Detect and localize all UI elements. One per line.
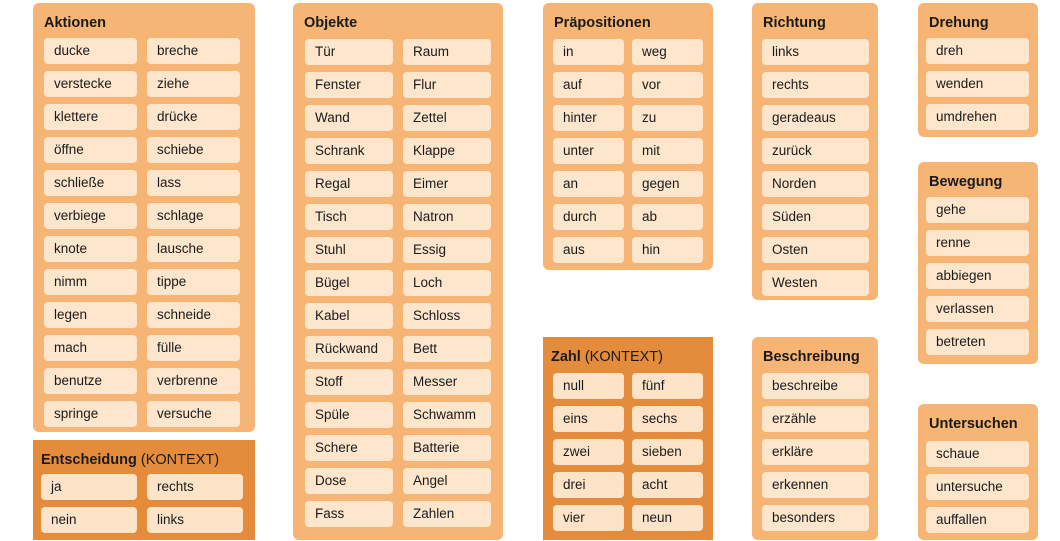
word-chip-objekte-1[interactable]: Raum	[403, 39, 491, 65]
word-chip-zahl-7[interactable]: acht	[632, 472, 703, 498]
word-chip-aktionen-9[interactable]: lass	[147, 170, 240, 196]
word-chip-objekte-22[interactable]: Spüle	[305, 402, 393, 428]
word-chip-aktionen-17[interactable]: schneide	[147, 302, 240, 328]
word-chip-entscheidung-0[interactable]: ja	[41, 474, 137, 500]
panel-title: Präpositionen	[554, 15, 651, 31]
word-chip-objekte-25[interactable]: Batterie	[403, 435, 491, 461]
word-chip-praepositionen-3[interactable]: vor	[632, 72, 703, 98]
word-chip-praepositionen-9[interactable]: gegen	[632, 171, 703, 197]
word-chip-beschreibung-2[interactable]: erkläre	[762, 439, 869, 465]
word-chip-zahl-0[interactable]: null	[553, 373, 624, 399]
word-chip-entscheidung-3[interactable]: links	[147, 507, 243, 533]
word-chip-praepositionen-1[interactable]: weg	[632, 39, 703, 65]
word-chip-aktionen-15[interactable]: tippe	[147, 269, 240, 295]
word-chip-objekte-5[interactable]: Zettel	[403, 105, 491, 131]
word-chip-objekte-18[interactable]: Rückwand	[305, 336, 393, 362]
word-chip-bewegung-2[interactable]: abbiegen	[926, 263, 1029, 289]
word-chip-objekte-21[interactable]: Messer	[403, 369, 491, 395]
panel-title	[551, 349, 663, 365]
word-chip-objekte-28[interactable]: Fass	[305, 501, 393, 527]
word-chip-entscheidung-2[interactable]: nein	[41, 507, 137, 533]
word-chip-objekte-24[interactable]: Schere	[305, 435, 393, 461]
panel-objekte	[293, 3, 503, 540]
panel-title: Untersuchen	[929, 416, 1018, 432]
word-chip-drehung-2[interactable]: umdrehen	[926, 104, 1029, 130]
word-chip-praepositionen-6[interactable]: unter	[553, 138, 624, 164]
word-chip-aktionen-12[interactable]: knote	[44, 236, 137, 262]
word-chip-richtung-1[interactable]: rechts	[762, 72, 869, 98]
word-chip-objekte-23[interactable]: Schwamm	[403, 402, 491, 428]
word-chip-aktionen-10[interactable]: verbiege	[44, 203, 137, 229]
word-chip-aktionen-6[interactable]: öffne	[44, 137, 137, 163]
word-chip-objekte-15[interactable]: Loch	[403, 270, 491, 296]
word-chip-objekte-2[interactable]: Fenster	[305, 72, 393, 98]
panel-praepositionen	[543, 3, 713, 270]
word-chip-aktionen-2[interactable]: verstecke	[44, 71, 137, 97]
word-chip-aktionen-16[interactable]: legen	[44, 302, 137, 328]
word-chip-objekte-9[interactable]: Eimer	[403, 171, 491, 197]
word-chip-praepositionen-8[interactable]: an	[553, 171, 624, 197]
word-chip-praepositionen-12[interactable]: aus	[553, 237, 624, 263]
word-chip-zahl-1[interactable]: fünf	[632, 373, 703, 399]
panel-bewegung	[918, 162, 1038, 364]
word-chip-bewegung-3[interactable]: verlassen	[926, 296, 1029, 322]
word-chip-aktionen-3[interactable]: ziehe	[147, 71, 240, 97]
panel-title-main: Zahl	[551, 349, 581, 365]
word-chip-praepositionen-2[interactable]: auf	[553, 72, 624, 98]
word-chip-zahl-9[interactable]: neun	[632, 505, 703, 531]
word-chip-objekte-14[interactable]: Bügel	[305, 270, 393, 296]
word-chip-praepositionen-7[interactable]: mit	[632, 138, 703, 164]
word-chip-aktionen-4[interactable]: klettere	[44, 104, 137, 130]
word-chip-aktionen-23[interactable]: versuche	[147, 401, 240, 427]
word-chip-bewegung-0[interactable]: gehe	[926, 197, 1029, 223]
word-chip-objekte-6[interactable]: Schrank	[305, 138, 393, 164]
word-chip-praepositionen-10[interactable]: durch	[553, 204, 624, 230]
word-chip-praepositionen-0[interactable]: in	[553, 39, 624, 65]
word-chip-bewegung-4[interactable]: betreten	[926, 329, 1029, 355]
word-chip-richtung-7[interactable]: Westen	[762, 270, 869, 296]
word-chip-praepositionen-11[interactable]: ab	[632, 204, 703, 230]
word-chip-zahl-5[interactable]: sieben	[632, 439, 703, 465]
word-chip-untersuchen-1[interactable]: untersuche	[926, 474, 1029, 500]
word-chip-praepositionen-5[interactable]: zu	[632, 105, 703, 131]
word-chip-aktionen-20[interactable]: benutze	[44, 368, 137, 394]
panel-title: Bewegung	[929, 174, 1003, 190]
word-chip-zahl-2[interactable]: eins	[553, 406, 624, 432]
panel-richtung	[752, 3, 878, 300]
word-chip-aktionen-14[interactable]: nimm	[44, 269, 137, 295]
word-chip-objekte-3[interactable]: Flur	[403, 72, 491, 98]
panel-title: Objekte	[304, 15, 358, 31]
panel-title-context: (KONTEXT)	[584, 349, 663, 365]
word-chip-objekte-8[interactable]: Regal	[305, 171, 393, 197]
panel-untersuchen	[918, 404, 1038, 540]
word-chip-objekte-26[interactable]: Dose	[305, 468, 393, 494]
word-chip-objekte-0[interactable]: Tür	[305, 39, 393, 65]
panel-title: Richtung	[763, 15, 826, 31]
word-chip-aktionen-22[interactable]: springe	[44, 401, 137, 427]
word-chip-richtung-4[interactable]: Norden	[762, 171, 869, 197]
word-chip-aktionen-7[interactable]: schiebe	[147, 137, 240, 163]
panel-title: Beschreibung	[763, 349, 860, 365]
word-chip-aktionen-1[interactable]: breche	[147, 38, 240, 64]
word-chip-aktionen-8[interactable]: schließe	[44, 170, 137, 196]
word-chip-objekte-13[interactable]: Essig	[403, 237, 491, 263]
word-chip-praepositionen-13[interactable]: hin	[632, 237, 703, 263]
word-chip-richtung-5[interactable]: Süden	[762, 204, 869, 230]
word-chip-aktionen-21[interactable]: verbrenne	[147, 368, 240, 394]
word-chip-beschreibung-1[interactable]: erzähle	[762, 406, 869, 432]
word-chip-drehung-0[interactable]: dreh	[926, 38, 1029, 64]
panel-zahl	[543, 337, 713, 540]
panel-title	[41, 452, 219, 468]
word-chip-drehung-1[interactable]: wenden	[926, 71, 1029, 97]
word-chip-zahl-6[interactable]: drei	[553, 472, 624, 498]
word-chip-untersuchen-2[interactable]: auffallen	[926, 507, 1029, 533]
word-chip-objekte-12[interactable]: Stuhl	[305, 237, 393, 263]
word-chip-richtung-3[interactable]: zurück	[762, 138, 869, 164]
word-chip-aktionen-0[interactable]: ducke	[44, 38, 137, 64]
word-chip-richtung-0[interactable]: links	[762, 39, 869, 65]
word-chip-objekte-19[interactable]: Bett	[403, 336, 491, 362]
word-chip-objekte-16[interactable]: Kabel	[305, 303, 393, 329]
word-chip-objekte-7[interactable]: Klappe	[403, 138, 491, 164]
word-chip-aktionen-18[interactable]: mach	[44, 335, 137, 361]
word-chip-objekte-4[interactable]: Wand	[305, 105, 393, 131]
word-chip-zahl-8[interactable]: vier	[553, 505, 624, 531]
word-chip-objekte-11[interactable]: Natron	[403, 204, 491, 230]
word-chip-objekte-27[interactable]: Angel	[403, 468, 491, 494]
panel-entscheidung	[33, 440, 255, 540]
panel-aktionen	[33, 3, 255, 432]
word-chip-beschreibung-3[interactable]: erkennen	[762, 472, 869, 498]
word-chip-aktionen-11[interactable]: schlage	[147, 203, 240, 229]
word-chip-aktionen-19[interactable]: fülle	[147, 335, 240, 361]
word-chip-objekte-29[interactable]: Zahlen	[403, 501, 491, 527]
word-chip-beschreibung-4[interactable]: besonders	[762, 505, 869, 531]
word-chip-entscheidung-1[interactable]: rechts	[147, 474, 243, 500]
word-chip-aktionen-5[interactable]: drücke	[147, 104, 240, 130]
word-chip-objekte-17[interactable]: Schloss	[403, 303, 491, 329]
panel-title-main: Entscheidung	[41, 452, 137, 468]
panel-title-context: (KONTEXT)	[140, 452, 220, 468]
word-chip-objekte-20[interactable]: Stoff	[305, 369, 393, 395]
word-chip-richtung-2[interactable]: geradeaus	[762, 105, 869, 131]
word-chip-untersuchen-0[interactable]: schaue	[926, 441, 1029, 467]
word-chip-objekte-10[interactable]: Tisch	[305, 204, 393, 230]
word-chip-praepositionen-4[interactable]: hinter	[553, 105, 624, 131]
word-chip-zahl-3[interactable]: sechs	[632, 406, 703, 432]
panel-beschreibung	[752, 337, 878, 540]
word-chip-zahl-4[interactable]: zwei	[553, 439, 624, 465]
panel-title: Aktionen	[44, 15, 107, 31]
word-chip-bewegung-1[interactable]: renne	[926, 230, 1029, 256]
word-chip-richtung-6[interactable]: Osten	[762, 237, 869, 263]
panel-drehung	[918, 3, 1038, 137]
panel-title: Drehung	[929, 15, 989, 31]
word-chip-beschreibung-0[interactable]: beschreibe	[762, 373, 869, 399]
word-chip-aktionen-13[interactable]: lausche	[147, 236, 240, 262]
